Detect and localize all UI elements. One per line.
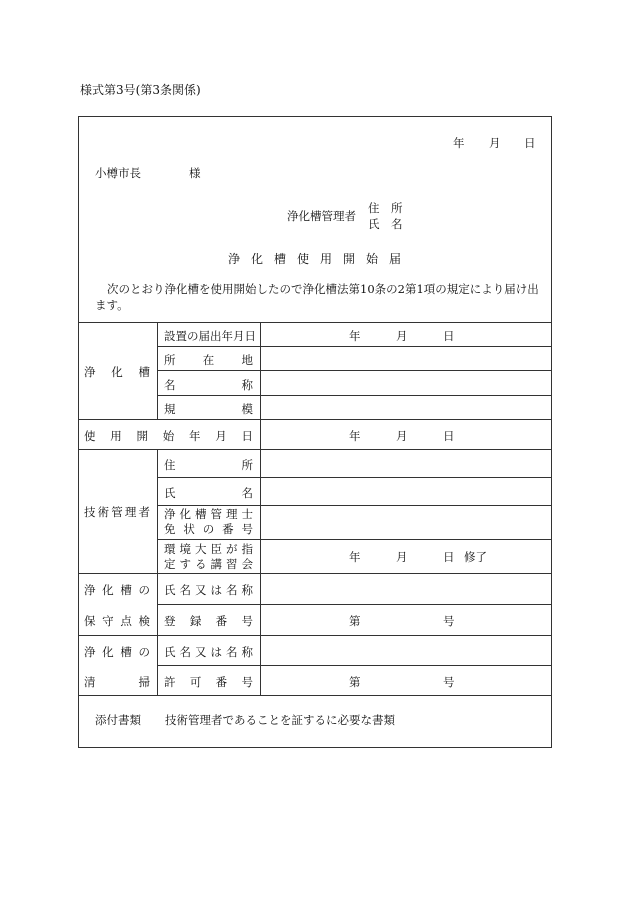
statement: 次のとおり浄化槽を使用開始したので浄化槽法第10条の2第1項の規定により届け出 [107, 282, 539, 296]
form-title: 浄化槽使用開始届 [228, 252, 413, 266]
maintenance-num-suffix: 号 [443, 614, 455, 628]
technician-section-label: 技 術 管 理 者 [84, 505, 150, 519]
course-day: 日 [443, 550, 455, 564]
start-date-day: 日 [443, 429, 455, 443]
maintenance-label-line2: 保 守 点 検 [84, 614, 150, 628]
course-month: 月 [396, 550, 408, 564]
tank-location-label: 所 在 地 [164, 353, 253, 367]
start-date-month: 月 [396, 429, 408, 443]
manager-label: 浄化槽管理者 [287, 209, 356, 223]
addressee-honorific: 様 [189, 166, 201, 180]
license-label-line1: 浄 化 槽 管 理 士 [164, 507, 253, 521]
course-label-line1: 環 境 大 臣 が 指 [164, 542, 253, 556]
tank-section-label: 浄 化 槽 [84, 365, 150, 379]
tank-scale-label: 規 模 [164, 402, 253, 416]
form-number: 様式第3号(第3条関係) [80, 83, 201, 97]
cleaning-permit-label: 許 可 番 号 [164, 675, 253, 689]
technician-address-label: 住 所 [164, 458, 253, 472]
maintenance-name-label: 氏 名 又 は 名 称 [164, 583, 253, 597]
cleaning-label-line2: 清 掃 [84, 675, 150, 689]
header-date-day: 日 [524, 136, 536, 150]
maintenance-num-prefix: 第 [349, 614, 361, 628]
cleaning-num-prefix: 第 [349, 675, 361, 689]
header-date-month: 月 [489, 136, 501, 150]
cleaning-num-suffix: 号 [443, 675, 455, 689]
cleaning-label-line1: 浄 化 槽 の [84, 645, 150, 659]
start-date-label: 使 用 開 始 年 月 日 [84, 429, 253, 443]
tank-name-label: 名 称 [164, 378, 253, 392]
start-date-year: 年 [349, 429, 361, 443]
tank-date-year: 年 [349, 329, 361, 343]
attachments-label: 添付書類 [95, 713, 141, 727]
tank-date-day: 日 [443, 329, 455, 343]
maintenance-reg-label: 登 録 番 号 [164, 614, 253, 628]
header-date-year: 年 [453, 136, 465, 150]
tank-date-month: 月 [396, 329, 408, 343]
course-year: 年 [349, 550, 361, 564]
tank-notification-date-label: 設置の届出年月日 [164, 329, 256, 343]
manager-name-label: 氏 名 [368, 217, 403, 231]
license-label-line2: 免 状 の 番 号 [164, 522, 253, 536]
cleaning-name-label: 氏 名 又 は 名 称 [164, 645, 253, 659]
course-completed: 修了 [464, 550, 487, 564]
technician-name-label: 氏 名 [164, 486, 253, 500]
addressee: 小樽市長 [95, 166, 141, 180]
manager-address-label: 住 所 [368, 201, 403, 215]
attachments-text: 技術管理者であることを証するに必要な書類 [165, 713, 395, 727]
maintenance-label-line1: 浄 化 槽 の [84, 583, 150, 597]
statement-continued: ます。 [95, 298, 129, 312]
course-label-line2: 定 す る 講 習 会 [164, 557, 253, 571]
